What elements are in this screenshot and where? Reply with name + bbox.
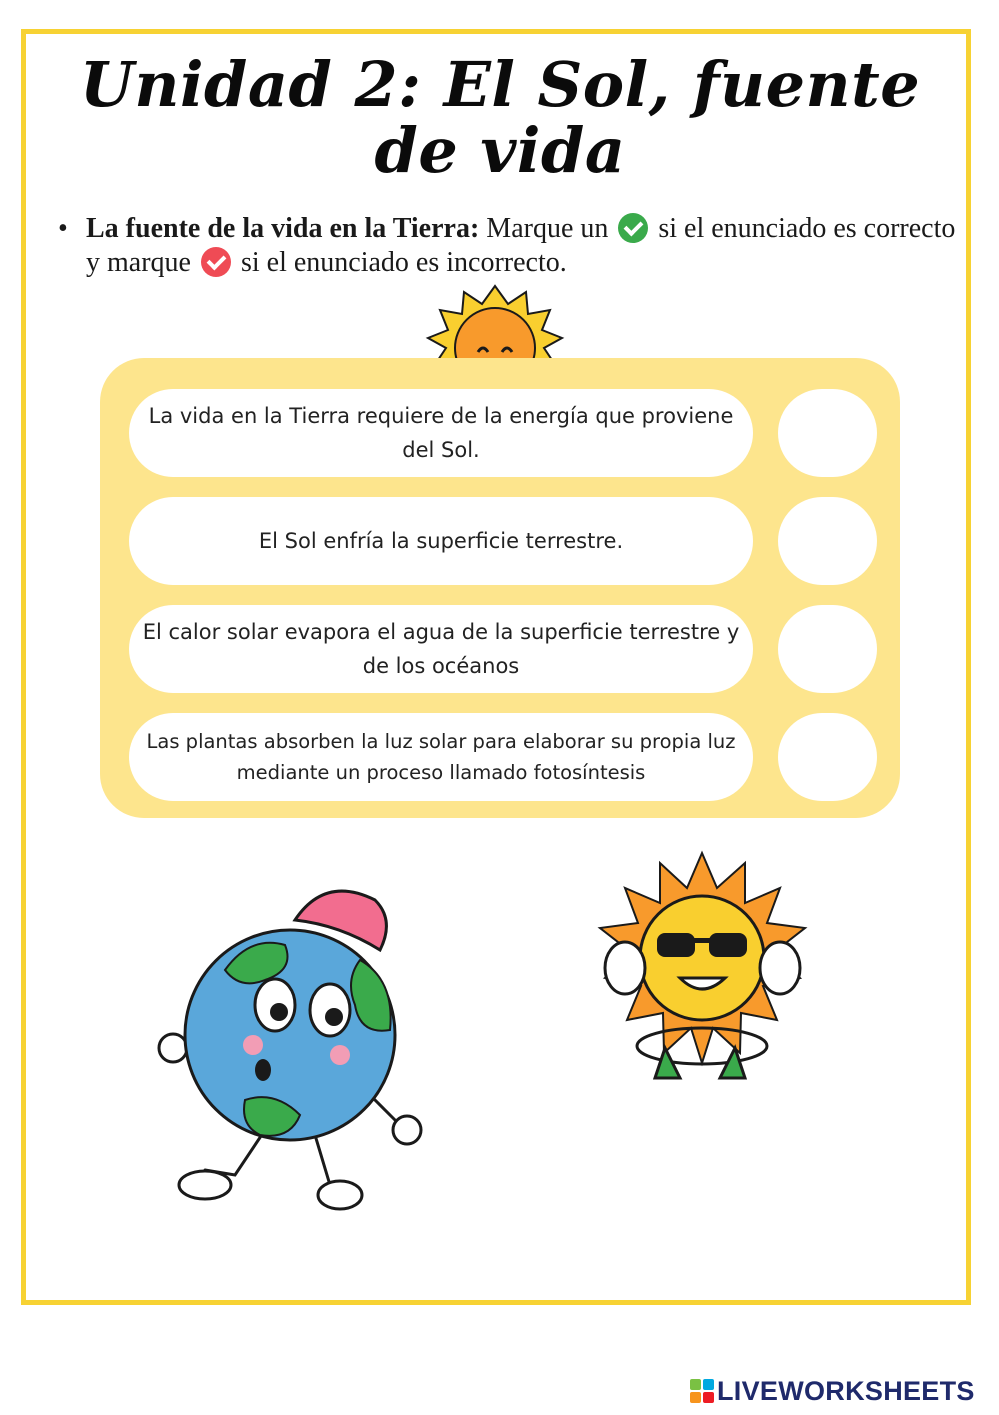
correct-check-icon bbox=[618, 213, 648, 243]
bullet-point: • bbox=[58, 213, 68, 244]
answer-box-3[interactable] bbox=[778, 605, 877, 693]
instruction bbox=[58, 212, 973, 280]
statement-2: El Sol enfría la superficie terrestre. bbox=[129, 497, 753, 585]
instruction-text-2: si el enunciado es correcto y marque bbox=[86, 213, 956, 278]
liveworksheets-logo bbox=[690, 1375, 975, 1407]
sun-sunglasses-icon bbox=[595, 848, 810, 1098]
logo-icon bbox=[690, 1379, 714, 1403]
statement-1: La vida en la Tierra requiere de la energía que proviene del Sol. bbox=[129, 389, 753, 477]
instruction-text-3: si el enunciado es incorrecto. bbox=[233, 247, 567, 278]
incorrect-check-icon bbox=[201, 247, 231, 277]
answer-box-2[interactable] bbox=[778, 497, 877, 585]
logo-text: LIVEWORKSHEETS bbox=[717, 1375, 975, 1406]
instruction-heading: La fuente de la vida en la Tierra: bbox=[86, 213, 480, 244]
statement-4: Las plantas absorben la luz solar para elaborar su propia luz mediante un proceso llamado fotosíntesis bbox=[129, 713, 753, 801]
earth-character-icon bbox=[145, 880, 445, 1220]
statement-3: El calor solar evapora el agua de la superficie terrestre y de los océanos bbox=[129, 605, 753, 693]
page-title: Unidad 2: El Sol, fuente de vida bbox=[79, 48, 921, 187]
answer-box-4[interactable] bbox=[778, 713, 877, 801]
sun-peeking-icon bbox=[420, 282, 570, 360]
answer-box-1[interactable] bbox=[778, 389, 877, 477]
instruction-text-1: Marque un bbox=[479, 213, 616, 244]
